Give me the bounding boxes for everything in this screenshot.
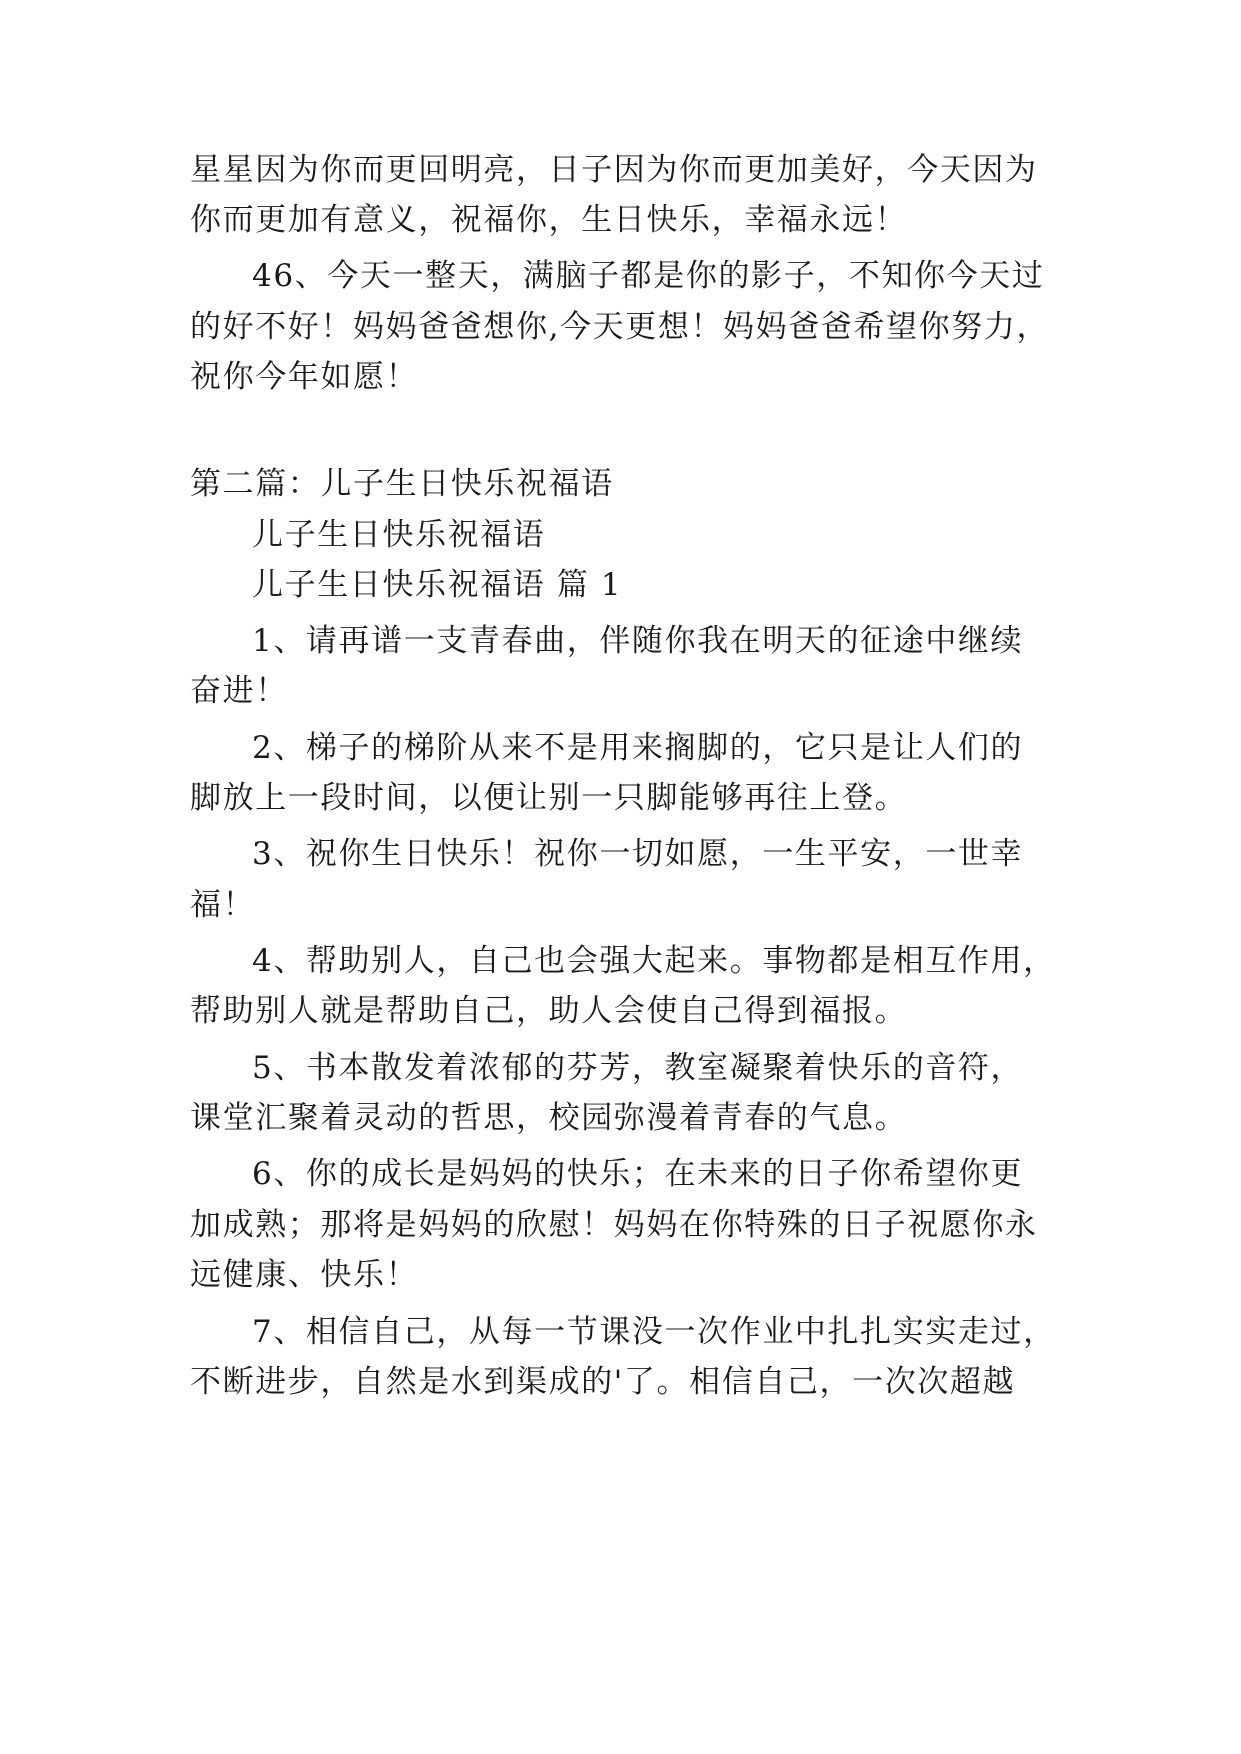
item-6-line-1: 6、你的成长是妈妈的快乐；在未来的日子你希望你更 (252, 1156, 1024, 1192)
item-4-line-2: 帮助别人就是帮助自己，助人会使自己得到福报。 (190, 993, 908, 1029)
intro-line-2: 你而更加有意义，祝福你，生日快乐，幸福永远！ (190, 202, 908, 238)
item-46-line-2: 的好不好！妈妈爸爸想你,今天更想！妈妈爸爸希望你努力， (190, 309, 1050, 345)
sub-title: 儿子生日快乐祝福语 (252, 517, 546, 553)
item-7-line-1: 7、相信自己，从每一节课没一次作业中扎扎实实走过， (252, 1314, 1056, 1350)
item-3-line-1: 3、祝你生日快乐！祝你一切如愿，一生平安，一世幸 (252, 836, 1024, 872)
intro-line-1: 星星因为你而更回明亮，日子因为你而更加美好，今天因为 (190, 152, 1038, 188)
item-1-line-1: 1、请再谱一支青春曲，伴随你我在明天的征途中继续 (252, 623, 1024, 659)
item-2-line-2: 脚放上一段时间，以便让别一只脚能够再往上登。 (190, 780, 908, 816)
item-7-line-2: 不断进步，自然是水到渠成的'了。相信自己，一次次超越 (190, 1364, 1016, 1400)
item-6-line-3: 远健康、快乐！ (190, 1257, 419, 1293)
section-heading: 第二篇：儿子生日快乐祝福语 (190, 466, 614, 502)
item-46-line-1: 46、今天一整天，满脑子都是你的影子，不知你今天过 (252, 258, 1045, 294)
item-46-line-3: 祝你今年如愿！ (190, 359, 419, 395)
item-2-line-1: 2、梯子的梯阶从来不是用来搁脚的，它只是让人们的 (252, 730, 1024, 766)
item-5-line-1: 5、书本散发着浓郁的芬芳，教室凝聚着快乐的音符， (252, 1050, 1024, 1086)
item-1-line-2: 奋进！ (190, 673, 288, 709)
part-title: 儿子生日快乐祝福语 篇 1 (252, 567, 623, 603)
item-6-line-2: 加成熟；那将是妈妈的欣慰！妈妈在你特殊的日子祝愿你永 (190, 1207, 1038, 1243)
item-5-line-2: 课堂汇聚着灵动的哲思，校园弥漫着青春的气息。 (190, 1100, 908, 1136)
item-4-line-1: 4、帮助别人，自己也会强大起来。事物都是相互作用， (252, 943, 1056, 979)
item-3-line-2: 福！ (190, 887, 256, 923)
